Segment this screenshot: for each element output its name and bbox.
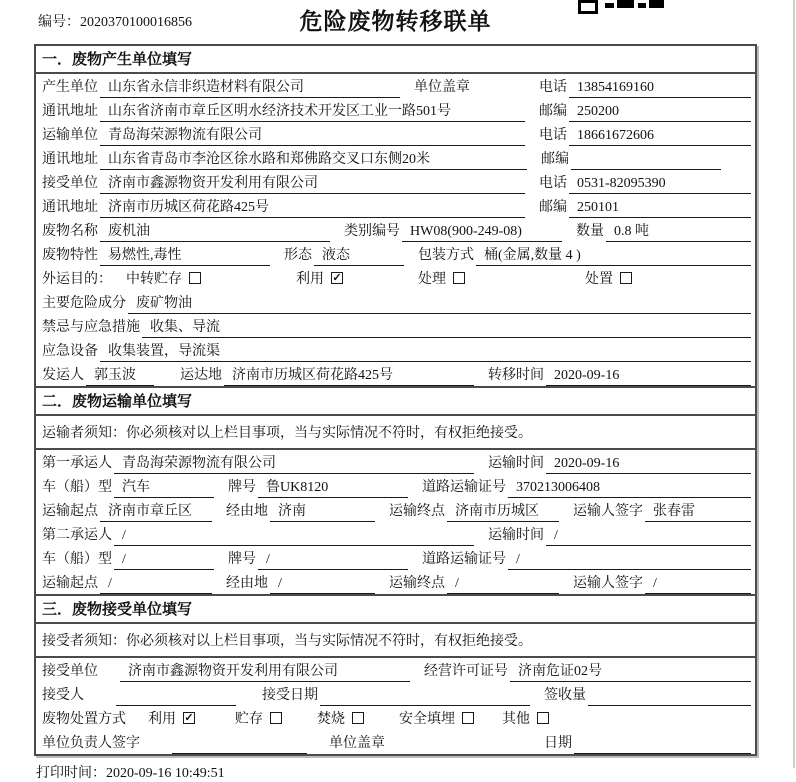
section2-header: [36, 386, 755, 416]
time2-value: /: [546, 528, 751, 546]
option-incinerate: [317, 708, 364, 730]
qr-code-fragment: [578, 0, 670, 8]
zip3-value: 250101: [569, 200, 751, 218]
equipment-value: 收集装置，导流渠: [100, 340, 751, 362]
checkbox-dispose: [620, 272, 632, 284]
phone1-value: 13854169160: [569, 80, 751, 98]
section1-header: [36, 46, 755, 74]
zip1-value: 250200: [569, 104, 751, 122]
received-qty-label: 签收量: [544, 688, 586, 703]
print-time-value: 2020-09-16 10:49:51: [106, 766, 225, 781]
consignor-row: [36, 362, 755, 386]
producer-row: [36, 74, 755, 98]
route2-row: [36, 570, 755, 594]
via2-value: /: [270, 576, 375, 594]
zip2-value: [571, 153, 721, 170]
addr2-label: 通讯地址: [42, 152, 98, 167]
option-other-label: 其他: [502, 712, 530, 727]
time2-label: 运输时间: [488, 528, 544, 543]
transporter-row: [36, 122, 755, 146]
destination-value: 济南市历城区荷花路425号: [224, 364, 474, 386]
disposal-label: 废物处置方式: [42, 712, 126, 727]
purpose-label: 外运目的：: [42, 272, 112, 287]
waste-character-row: [36, 242, 755, 266]
carrier2-label: 第二承运人: [42, 528, 112, 543]
accept-date-value: [320, 689, 530, 706]
checkbox-utilize-checked: ✓: [332, 271, 342, 284]
sign1-value: 张春雷: [645, 500, 751, 522]
acceptor-row: [36, 682, 755, 706]
plate1-label: 牌号: [228, 480, 256, 495]
doc-number-label: 编号：: [38, 15, 80, 30]
phone2-label: 电话: [539, 128, 567, 143]
origin1-label: 运输起点: [42, 504, 98, 519]
page-edge-line: [793, 0, 795, 768]
sign2-label: 运输人签字: [573, 576, 643, 591]
doc-number-value: 2020370100016856: [80, 15, 192, 30]
character-value: 易燃性,毒性: [100, 244, 270, 266]
sign2-value: /: [645, 576, 751, 594]
permit-value: 济南危证02号: [510, 660, 751, 682]
first-carrier-row: [36, 450, 755, 474]
option-storage: [235, 708, 282, 730]
receiver-row: [36, 170, 755, 194]
disposal-method-row: [36, 706, 755, 730]
consignor-value: 郭玉波: [86, 364, 154, 386]
receiver-notice-text: 接受者须知：你必须核对以上栏目事项，当与实际情况不符时，有权拒绝接受。: [42, 634, 532, 649]
producer-label: 产生单位: [42, 80, 98, 95]
accept-unit-label: 接受单位: [42, 664, 98, 679]
category-value: HW08(900-249-08): [402, 224, 562, 242]
option-utilize: [296, 268, 343, 290]
transporter-label: 运输单位: [42, 128, 98, 143]
option-transfer-storage: [126, 268, 201, 290]
waste-name-label: 废物名称: [42, 224, 98, 239]
acceptor-value: [116, 689, 236, 706]
checkbox-other: [537, 712, 549, 724]
section3-title: 三．废物接受单位填写: [42, 601, 193, 618]
end1-label: 运输终点: [389, 504, 445, 519]
end2-value: /: [447, 576, 559, 594]
print-time-label: 打印时间：: [36, 766, 106, 781]
plate2-label: 牌号: [228, 552, 256, 567]
via1-label: 经由地: [226, 504, 268, 519]
unit-seal-label: 单位盖章: [414, 80, 470, 95]
option-transfer-storage-label: 中转贮存: [126, 272, 182, 287]
option-dispose: [585, 268, 632, 290]
carrier1-label: 第一承运人: [42, 456, 112, 471]
checkbox-disposal-utilize-checked: ✓: [184, 711, 194, 724]
second-carrier-row: [36, 522, 755, 546]
zip2-label: 邮编: [541, 152, 569, 167]
page-title: 危险废物转移联单: [299, 9, 492, 34]
date-label: 日期: [544, 736, 572, 751]
transfer-date-label: 转移时间: [488, 368, 544, 383]
form-label: 形态: [284, 248, 312, 263]
document-header: [34, 0, 757, 44]
origin2-label: 运输起点: [42, 576, 98, 591]
option-disposal-utilize-label: 利用: [148, 712, 176, 727]
taboo-measures-row: [36, 314, 755, 338]
option-incinerate-label: 焚烧: [317, 712, 345, 727]
addr3-value: 济南市历城区荷花路425号: [100, 196, 525, 218]
vehicle2-label: 车（船）型: [42, 552, 112, 567]
addr1-value: 山东省济南市章丘区明水经济技术开发区工业一路501号: [100, 100, 525, 122]
accept-date-label: 接受日期: [262, 688, 318, 703]
checkbox-landfill: [462, 712, 474, 724]
destination-label: 运达地: [180, 368, 222, 383]
section3-header: [36, 594, 755, 624]
option-landfill: [399, 708, 474, 730]
transfer-date-value: 2020-09-16: [546, 368, 751, 386]
transporter-address-row: [36, 146, 755, 170]
taboo-label: 禁忌与应急措施: [42, 320, 140, 335]
manifest-form: [34, 44, 757, 756]
form-value: 液态: [314, 244, 404, 266]
hazard-value: 废矿物油: [128, 292, 751, 314]
equipment-label: 应急设备: [42, 344, 98, 359]
plate1-value: 鲁UK8120: [258, 476, 408, 498]
via1-value: 济南: [270, 500, 375, 522]
print-time-row: [34, 762, 757, 782]
character-label: 废物特性: [42, 248, 98, 263]
phone3-label: 电话: [539, 176, 567, 191]
license1-label: 道路运输证号: [422, 480, 506, 495]
end1-value: 济南市历城区: [447, 500, 559, 522]
checkbox-incinerate: [352, 712, 364, 724]
checkbox-transfer-storage: [189, 272, 201, 284]
checkbox-treat: [453, 272, 465, 284]
taboo-value: 收集、导流: [142, 316, 751, 338]
option-storage-label: 贮存: [235, 712, 263, 727]
unit-seal-label-2: 单位盖章: [329, 736, 385, 751]
sign1-label: 运输人签字: [573, 504, 643, 519]
packing-value: 桶(金属,数量 4 ): [476, 244, 751, 266]
emergency-equipment-row: [36, 338, 755, 362]
phone2-value: 18661672606: [569, 128, 751, 146]
end2-label: 运输终点: [389, 576, 445, 591]
section1-title: 一．废物产生单位填写: [42, 51, 193, 68]
section2-title: 二．废物运输单位填写: [42, 393, 193, 410]
producer-value: 山东省永信非织造材料有限公司: [100, 76, 400, 98]
carrier2-value: /: [114, 528, 474, 546]
license2-value: /: [508, 552, 751, 570]
producer-address-row: [36, 98, 755, 122]
permit-label: 经营许可证号: [424, 664, 508, 679]
time1-label: 运输时间: [488, 456, 544, 471]
via2-label: 经由地: [226, 576, 268, 591]
phone1-label: 电话: [539, 80, 567, 95]
option-dispose-label: 处置: [585, 272, 613, 287]
option-other: [502, 708, 549, 730]
received-qty-value: [588, 689, 751, 706]
time1-value: 2020-09-16: [546, 456, 751, 474]
hazard-label: 主要危险成分: [42, 296, 126, 311]
accept-unit-row: [36, 658, 755, 682]
addr2-value: 山东省青岛市李沧区徐水路和郑佛路交叉口东侧20米: [100, 148, 527, 170]
plate2-value: /: [258, 552, 408, 570]
license1-value: 370213006408: [508, 480, 751, 498]
transfer-purpose-row: [36, 266, 755, 290]
waste-name-value: 废机油: [100, 220, 330, 242]
checkbox-storage: [270, 712, 282, 724]
head-signature-row: [36, 730, 755, 754]
quantity-label: 数量: [576, 224, 604, 239]
vehicle2-value: /: [114, 552, 214, 570]
license2-label: 道路运输证号: [422, 552, 506, 567]
quantity-value: 0.8 吨: [606, 220, 751, 242]
date-value: [574, 737, 751, 754]
origin2-value: /: [100, 576, 212, 594]
route1-row: [36, 498, 755, 522]
receiver-address-row: [36, 194, 755, 218]
option-utilize-label: 利用: [296, 272, 324, 287]
consignor-label: 发运人: [42, 368, 84, 383]
vehicle1-label: 车（船）型: [42, 480, 112, 495]
addr3-label: 通讯地址: [42, 200, 98, 215]
zip3-label: 邮编: [539, 200, 567, 215]
receiver-notice-row: [36, 624, 755, 658]
carrier1-value: 青岛海荣源物流有限公司: [114, 452, 474, 474]
phone3-value: 0531-82095390: [569, 176, 751, 194]
receiver-label: 接受单位: [42, 176, 98, 191]
option-treat-label: 处理: [418, 272, 446, 287]
option-treat: [418, 268, 465, 290]
receiver-value: 济南市鑫源物资开发利用有限公司: [100, 172, 525, 194]
vehicle2-row: [36, 546, 755, 570]
hazard-component-row: [36, 290, 755, 314]
accept-unit-value: 济南市鑫源物资开发利用有限公司: [120, 660, 410, 682]
addr1-label: 通讯地址: [42, 104, 98, 119]
transporter-notice-row: [36, 416, 755, 450]
transporter-value: 青岛海荣源物流有限公司: [100, 124, 525, 146]
packing-label: 包装方式: [418, 248, 474, 263]
option-landfill-label: 安全填埋: [399, 712, 455, 727]
head-sign-label: 单位负责人签字: [42, 736, 140, 751]
vehicle1-value: 汽车: [114, 476, 214, 498]
waste-name-row: [36, 218, 755, 242]
vehicle1-row: [36, 474, 755, 498]
category-label: 类别编号: [344, 224, 400, 239]
transporter-notice-text: 运输者须知：你必须核对以上栏目事项，当与实际情况不符时，有权拒绝接受。: [42, 426, 532, 441]
acceptor-label: 接受人: [42, 688, 84, 703]
option-disposal-utilize: [148, 708, 195, 730]
zip1-label: 邮编: [539, 104, 567, 119]
document-content: [34, 0, 757, 782]
head-sign-value: [172, 737, 307, 754]
origin1-value: 济南市章丘区: [100, 500, 212, 522]
